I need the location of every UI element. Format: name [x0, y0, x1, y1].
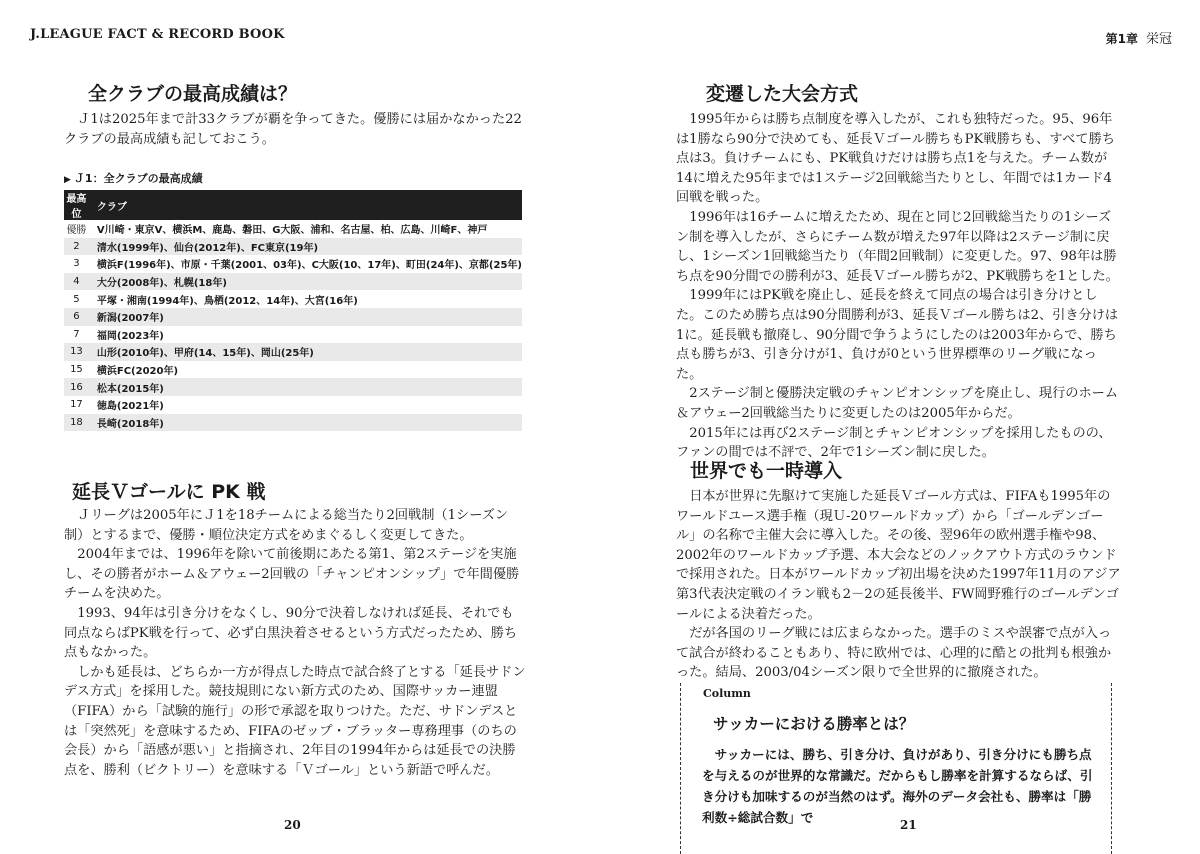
- table-row: [64, 414, 522, 432]
- section-heading-best-results: 全クラブの最高成績は？: [88, 83, 298, 105]
- chapter-title: 栄冠: [1145, 32, 1172, 47]
- table-row: [64, 308, 522, 326]
- table-header-row: [64, 190, 522, 220]
- rank-cell: 3: [64, 255, 89, 273]
- paragraph: 1999年にはPK戦を廃止し、延長を終えて同点の場合は引き分けとした。このため勝ち点は90分間勝利が3、延長Ｖゴール勝ちは2、引き分けは1に。延長戦も撤廃し、90分間で争うようにしたのは2003年からで、勝ち点も勝ちが3、引き分けが1、負けが0という世界標準のリーグ戦になった。: [676, 288, 1119, 382]
- paragraph: 2015年には再び2ステージ制とチャンピオンシップを採用したものの、ファンの間では不評で、2年で1シーズン制に戻した。: [676, 425, 1112, 461]
- column-title: サッカーにおける勝率とは？: [713, 715, 915, 733]
- section-heading-v-goal: 延長Ｖゴールに PK 戦: [72, 481, 266, 503]
- table-row: [64, 378, 522, 396]
- club-cell: 横浜F(1996年)、市原・千葉(2001、03年)、C大阪(10、17年)、町田(24年)、京都(25年): [89, 255, 522, 273]
- running-head-book-title: J.LEAGUE FACT & RECORD BOOK: [30, 27, 285, 42]
- table-row: [64, 238, 522, 256]
- rank-cell: 16: [64, 378, 89, 396]
- paragraph: 日本が世界に先駆けて実施した延長Ｖゴール方式は、FIFAも1995年のワールドユース選手権（現Ｕ-20ワールドカップ）から「ゴールデンゴール」の名称で主催大会に導入した。その後、翌96年の欧州選手権や98、2002年のワールドカップ予選、本大会などのノックアウト方式のラウンドで採用された。日本がワールドカップ初出場を決めた1997年11月のアジア第3代表決定戦のイラン戦も2－2の延長後半、FW岡野雅行のゴールデンゴールによる決着だった。: [676, 489, 1121, 622]
- rank-cell: 5: [64, 290, 89, 308]
- club-cell: 新潟(2007年): [89, 308, 522, 326]
- paragraph: しかも延長は、どちらか一方が得点した時点で試合終了とする「延長サドンデス方式」を採用した。競技規則にない新方式のため、国際サッカー連盟（FIFA）から「試験的施行」の形で承認を取りつけた。ただ、サドンデスとは「突然死」を意味するため、FIFAのゼップ・ブラッター専務理事（のちの会長）から「語感が悪い」と指摘され、2年目の1994年からは延長での決勝点を、勝利（ビクトリー）を意味する「Ｖゴール」という新語で呼んだ。: [64, 664, 526, 778]
- club-cell: 横浜FC(2020年): [89, 361, 522, 379]
- club-cell: 福岡(2023年): [89, 326, 522, 344]
- club-cell: 徳島(2021年): [89, 396, 522, 414]
- column-label: Column: [703, 687, 751, 700]
- table-row: [64, 273, 522, 291]
- rank-cell: 17: [64, 396, 89, 414]
- club-cell: 山形(2010年)、甲府(14、15年)、岡山(25年): [89, 343, 522, 361]
- paragraph: 2ステージ制と優勝決定戦のチャンピオンシップを廃止し、現行のホーム＆アウェー2回戦総当たりに変更したのは2005年からだ。: [676, 386, 1119, 421]
- section-body-best-results: [64, 110, 524, 149]
- club-cell: 平塚・湘南(1994年)、鳥栖(2012、14年)、大宮(16年): [89, 290, 522, 308]
- club-cell: V川崎・東京V、横浜M、鹿島、磐田、G大阪、浦和、名古屋、柏、広島、川崎F、神戸: [89, 220, 522, 238]
- club-cell: 大分(2008年)、札幌(18年): [89, 273, 522, 291]
- section-heading-format-changes: 変遷した大会方式: [706, 83, 859, 105]
- table-row: [64, 326, 522, 344]
- paragraph: サッカーには、勝ち、引き分け、負けがあり、引き分けにも勝ち点を与えるのが世界的な常識だ。だからもし勝率を計算するならば、引き分けも加味するのが当然のはず。海外のデータ会社も、勝率は「勝利数÷総試合数」で: [702, 747, 1093, 825]
- paragraph: 2004年までは、1996年を除いて前後期にあたる第1、第2ステージを実施し、その勝者がホーム＆アウェー2回戦の「チャンピオンシップ」で年間優勝チームを決めた。: [64, 547, 520, 602]
- rank-cell: 13: [64, 343, 89, 361]
- best-results-table: [64, 190, 522, 431]
- table-row: [64, 396, 522, 414]
- rank-cell: 6: [64, 308, 89, 326]
- column-body: [702, 744, 1096, 828]
- section-body-format-changes: [676, 110, 1122, 463]
- paragraph: 1995年からは勝ち点制度を導入したが、これも独特だった。95、96年は1勝なら90分で決めても、延長Ｖゴール勝ちもPK戦勝ちも、すべて勝ち点は3。負けチームにも、PK戦負けだけは勝ち点1を与えた。チーム数が14に増えた95年までは1ステージ2回戦総当たりとし、年間では1カード4回戦を戦った。: [676, 112, 1115, 206]
- rank-cell: 18: [64, 414, 89, 432]
- table-caption: [64, 170, 203, 186]
- table-caption-text: Ｊ1：全クラブの最高成績: [73, 172, 203, 185]
- paragraph: Ｊ1は2025年まで計33クラブが覇を争ってきた。優勝には届かなかった22クラブの最高成績も記しておこう。: [64, 112, 522, 147]
- rank-cell: 優勝: [64, 220, 89, 238]
- table-row: [64, 361, 522, 379]
- paragraph: Ｊリーグは2005年にＪ1を18チームによる総当たり2回戦制（1シーズン制）とするまで、優勝・順位決定方式をめまぐるしく変更してきた。: [64, 508, 509, 543]
- club-cell: 長崎(2018年): [89, 414, 522, 432]
- triangle-marker-icon: ▶: [64, 175, 71, 185]
- section-heading-world-adoption: 世界でも一時導入: [690, 460, 843, 482]
- club-cell: 清水(1999年)、仙台(2012年)、FC東京(19年): [89, 238, 522, 256]
- chapter-number: 第1章: [1105, 32, 1138, 46]
- table-row: [64, 220, 522, 238]
- rank-cell: 7: [64, 326, 89, 344]
- section-body-v-goal: [64, 506, 526, 780]
- page-number-right: 21: [900, 818, 917, 832]
- header-rank: 最高位: [64, 190, 89, 220]
- table-row: [64, 255, 522, 273]
- paragraph: 1996年は16チームに増えたため、現在と同じ2回戦総当たりの1シーズン制を導入したが、さらにチーム数が増えた97年以降は2ステージ制に戻し、1シーズン1回戦総当たり（年間2回戦制）に変更した。97、98年は勝ち点を90分間での勝利が3、延長Ｖゴール勝ちが2、PK戦勝ちを1とした。: [676, 209, 1119, 284]
- club-cell: 松本(2015年): [89, 378, 522, 396]
- running-head-chapter: [1106, 28, 1172, 47]
- section-body-world-adoption: [676, 487, 1122, 683]
- table-row: [64, 343, 522, 361]
- rank-cell: 2: [64, 238, 89, 256]
- paragraph: 1993、94年は引き分けをなくし、90分で決着しなければ延長、それでも同点ならばPK戦を行って、必ず白黒決着させるという方式だったため、勝ち点もなかった。: [64, 605, 518, 661]
- rank-cell: 15: [64, 361, 89, 379]
- paragraph: だが各国のリーグ戦には広まらなかった。選手のミスや誤審で点が入って試合が終わることもあり、特に欧州では、心理的に酷との批判も根強かった。結局、2003/04シーズン限りで全世界的に撤廃された。: [676, 626, 1112, 681]
- header-club: クラブ: [89, 190, 522, 220]
- page-number-left: 20: [284, 818, 301, 832]
- rank-cell: 4: [64, 273, 89, 291]
- table-row: [64, 290, 522, 308]
